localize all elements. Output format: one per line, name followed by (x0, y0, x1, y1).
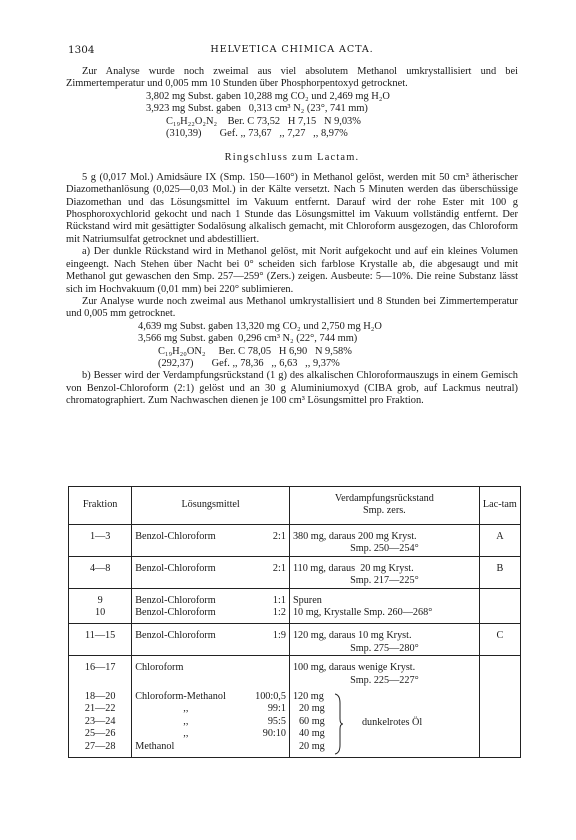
table-row (69, 687, 521, 703)
solvent-name: ,, (183, 728, 189, 740)
cell-fraktion: 21—22 (69, 703, 132, 715)
cell-lactam: C (479, 624, 520, 656)
cell-solvent (132, 687, 290, 703)
cell-solvent (132, 728, 290, 740)
solvent-ratio: 2:1 (272, 562, 286, 574)
table-header-row (69, 487, 521, 525)
cell-lactam: A (479, 525, 520, 557)
table-row (69, 624, 521, 656)
article-body (66, 66, 518, 408)
cell-residue: 20 mg (289, 741, 479, 758)
cell-solvent (132, 588, 290, 607)
residue-text: 120 mg, daraus 10 mg Kryst. (292, 630, 412, 642)
solvent-name: ,, (183, 703, 189, 715)
chromatography-table (68, 486, 521, 758)
analysis1-intro: Zur Analyse wurde noch zweimal aus viel absolutem Methanol umkrystallisiert und bei Zimmertemperatur und 0,005 mm 10 Stunden über Phosphorpentoxyd getrocknet. (66, 66, 518, 90)
analysis1-line3: C₁₉H₂₂O₂N₂ Ber. C 73,52 H 7,15 N 9,03% (166, 115, 361, 127)
cell-solvent (132, 525, 290, 557)
cell-solvent (132, 716, 290, 728)
cell-fraktion: 11—15 (69, 624, 132, 656)
analysis1-block (66, 91, 518, 141)
oil-label: dunkelrotes Öl (361, 717, 423, 729)
cell-fraktion: 27—28 (69, 741, 132, 758)
cell-fraktion: 25—26 (69, 728, 132, 740)
header-rueckstand-title: Verdampfungsrückstand (334, 493, 434, 504)
journal-title: HELVETICA CHIMICA ACTA. (210, 44, 374, 55)
cell-residue (289, 525, 479, 557)
table-row (69, 525, 521, 557)
solvent-ratio: 95:5 (267, 715, 286, 727)
residue-text: 380 mg, daraus 200 mg Kryst. (292, 531, 417, 542)
residue-text: 120 mg (292, 691, 324, 703)
analysis2-line4: (292,37) Gef. ,, 78,36 ,, 6,63 ,, 9,37% (158, 357, 340, 369)
cell-fraktion: 18—20 (69, 687, 132, 703)
cell-solvent (132, 607, 290, 624)
analysis1-line4: (310,39) Gef. ,, 73,67 ,, 7,27 ,, 8,97% (166, 128, 348, 140)
solvent-ratio: 99:1 (267, 703, 286, 715)
cell-fraktion: 4—8 (69, 556, 132, 588)
running-header (68, 44, 516, 58)
solvent-name: Methanol (135, 740, 175, 752)
paragraph-b: b) Besser wird der Verdampfungsrückstand (1 g) des alkalischen Chloroformauszugs in einem Gemisch von Benzol-Chloroform (2:1) gelöst und an 30 g Aluminiumoxyd (CIBA grob, auf Lackmus neutral) chromatographiert. Zum Nachwaschen dienen je 100 cm³ Lösungsmittel pro Fraktion. (66, 370, 518, 407)
solvent-ratio: 2:1 (272, 531, 286, 542)
cell-solvent (132, 703, 290, 715)
table-row (69, 556, 521, 588)
cell-lactam (479, 741, 520, 758)
table-row (69, 703, 521, 715)
paragraph-procedure: 5 g (0,017 Mol.) Amidsäure IX (Smp. 150—160°) in Methanol gelöst, werden mit 50 cm³ ätherischer Diazomethanlösung (0,025—0,03 Mol.) in der Kälte versetzt. Nach 5 Minuten werden das überschüssige Diazomethan und das Lösungsmittel im Vakuum entfernt. Darauf wird der rohe Ester mit 100 g Phosphoroxychlorid gekocht und nach 1 Stunde das Lösungsmittel im Vakuum vollständig entfernt. Der Rückstand wird mit gesättigter Sodalösung alkalisch gemacht, mit Chloroform ausgezogen, das Chloroform mit Natriumsulfat getrocknet und abdestilliert. (66, 171, 518, 245)
page-number: 1304 (68, 44, 95, 56)
residue-text: 100 mg, daraus wenige Kryst. (292, 662, 416, 674)
cell-residue: 60 mg (289, 716, 479, 728)
cell-residue: 20 mg (289, 703, 479, 715)
solvent-ratio: 90:10 (262, 728, 286, 740)
cell-residue (289, 656, 479, 687)
solvent-name: Chloroform-Methanol (135, 691, 226, 703)
analysis2-line3: C₁₉H₂₀ON₂ Ber. C 78,05 H 6,90 N 9,58% (158, 345, 352, 357)
residue-text: 110 mg, daraus 20 mg Kryst. (292, 562, 414, 574)
table-row (69, 716, 521, 728)
brace-icon (334, 693, 344, 755)
solvent-ratio: 1:2 (272, 607, 286, 619)
solvent-name: Chloroform (135, 662, 184, 674)
solvent-ratio: 1:1 (272, 594, 286, 606)
analysis1-line1: 3,802 mg Subst. gaben 10,288 mg CO₂ und 2,469 mg H₂O (146, 90, 390, 102)
cell-solvent (132, 624, 290, 656)
cell-residue: 10 mg, Krystalle Smp. 260—268° (289, 607, 479, 624)
solvent-ratio: 1:9 (272, 630, 286, 642)
solvent-name: ,, (183, 715, 189, 727)
header-fraktion: Fraktion (69, 487, 132, 525)
cell-fraktion: 1—3 (69, 525, 132, 557)
analysis1-line2: 3,923 mg Subst. gaben 0,313 cm³ N₂ (23°, 741 mm) (146, 103, 368, 115)
paragraph-a: a) Der dunkle Rückstand wird in Methanol gelöst, mit Norit aufgekocht und auf ein kleines Volumen eingeengt. Nach Stehen über Nacht bei 0° scheiden sich farblose Krystalle ab, die abgesaugt und mit Methanol gut gewaschen den Smp. 257—259° (Zers.) zeigen. Ausbeute: 5—10%. Die reine Substanz lässt sich im Hochvakuum (0,01 mm) bei 220° sublimieren. (66, 246, 518, 295)
table-row (69, 656, 521, 687)
header-lactam: Lac-tam (479, 487, 520, 525)
solvent-ratio: 100:0,5 (255, 691, 286, 703)
analysis2-line1: 4,639 mg Subst. gaben 13,320 mg CO₂ und 2,750 mg H₂O (138, 320, 382, 332)
solvent-name: Benzol-Chloroform (135, 562, 216, 574)
cell-fraktion: 23—24 (69, 716, 132, 728)
cell-fraktion: 16—17 (69, 656, 132, 687)
header-loesungsmittel: Lösungsmittel (132, 487, 290, 525)
cell-lactam: B (479, 556, 520, 588)
analysis2-intro: Zur Analyse wurde noch zweimal aus Methanol umkrystallisiert und 8 Stunden bei Zimmertemperatur und 0,005 mm getrocknet. (66, 295, 518, 320)
table-row (69, 741, 521, 758)
residue-mp: Smp. 275—280° (350, 642, 419, 654)
residue-mp: Smp. 225—227° (350, 674, 419, 686)
section-title: Ringschluss zum Lactam. (224, 152, 360, 164)
cell-lactam (479, 716, 520, 728)
cell-solvent (132, 556, 290, 588)
solvent-name: Benzol-Chloroform (135, 630, 216, 642)
cell-lactam (479, 588, 520, 607)
table-row (69, 607, 521, 624)
header-rueckstand-sub: Smp. zers. (363, 505, 406, 516)
table-row (69, 588, 521, 607)
cell-lactam (479, 728, 520, 740)
analysis2-block (66, 321, 518, 371)
solvent-name: Benzol-Chloroform (135, 607, 216, 619)
cell-fraktion: 9 (69, 588, 132, 607)
cell-residue: 40 mg (289, 728, 479, 740)
cell-residue (289, 556, 479, 588)
residue-mp: Smp. 217—225° (350, 575, 419, 587)
cell-lactam (479, 656, 520, 687)
cell-solvent (132, 656, 290, 687)
cell-lactam (479, 703, 520, 715)
cell-lactam (479, 607, 520, 624)
solvent-name: Benzol-Chloroform (135, 594, 216, 606)
cell-residue (289, 624, 479, 656)
header-rueckstand (289, 487, 479, 525)
cell-residue: Spuren (289, 588, 479, 607)
cell-fraktion: 10 (69, 607, 132, 624)
residue-mp: Smp. 250—254° (350, 543, 419, 555)
cell-lactam (479, 687, 520, 703)
cell-solvent (132, 741, 290, 758)
solvent-name: Benzol-Chloroform (135, 531, 216, 542)
table-row (69, 728, 521, 740)
analysis2-line2: 3,566 mg Subst. gaben 0,296 cm³ N₂ (22°, 744 mm) (138, 333, 358, 345)
